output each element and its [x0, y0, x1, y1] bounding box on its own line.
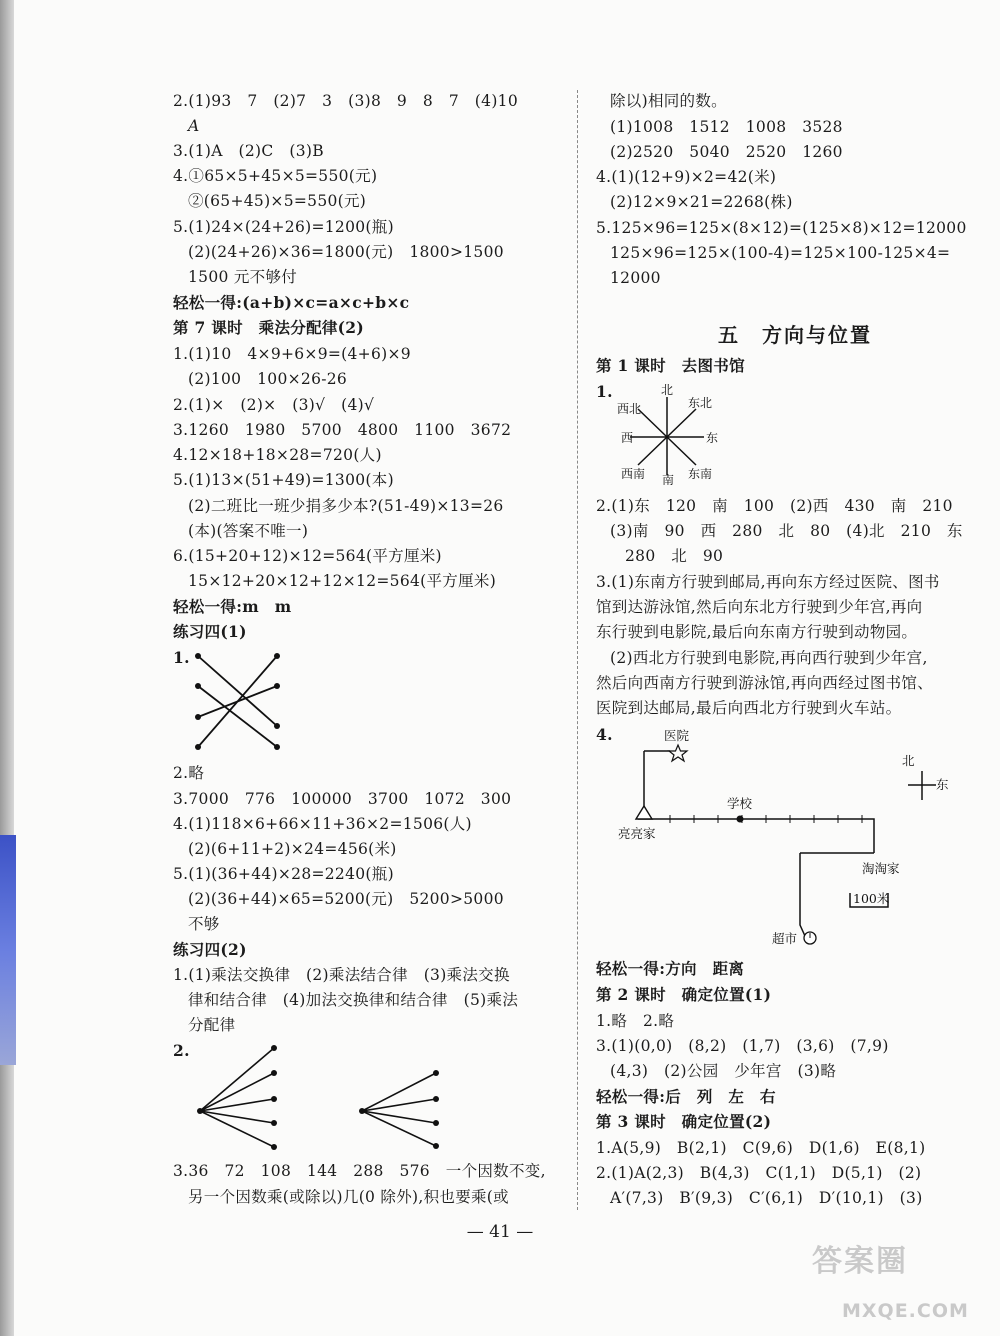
- answer-line: 2.(1)93 7 (2)7 3 (3)8 9 8 7 (4)10: [173, 92, 518, 110]
- answer-line: 2.(1)A(2,3) B(4,3) C(1,1) D(5,1) (2): [596, 1164, 922, 1182]
- lesson-heading: 第 2 课时 确定位置(1): [596, 985, 772, 1004]
- answer-line: 除以)相同的数。: [610, 92, 727, 110]
- answer-line: 3.7000 776 100000 3700 1072 300: [173, 790, 512, 808]
- answer-line: ②(65+45)×5=550(元): [188, 192, 367, 210]
- home-triangle-icon: [636, 806, 652, 819]
- answer-line: 1.略 2.略: [596, 1012, 675, 1030]
- column-divider: [577, 90, 578, 1210]
- lesson-heading: 第 3 课时 确定位置(2): [596, 1112, 772, 1131]
- lesson-heading: 第 1 课时 去图书馆: [596, 356, 745, 375]
- compass-label-southwest: 西南: [621, 467, 646, 481]
- school-marker-icon: [737, 816, 744, 823]
- answer-line: A: [188, 117, 200, 135]
- map-label-school: 学校: [727, 796, 753, 811]
- answer-line: 1500 元不够付: [188, 268, 298, 286]
- answer-line: (3)南 90 西 280 北 80 (4)北 210 东: [610, 522, 963, 540]
- tip-line: 轻松一得:(a+b)×c=a×c+b×c: [173, 293, 410, 312]
- map-label-hospital: 医院: [664, 728, 690, 743]
- answer-line: 5.125×96=125×(8×12)=(125×8)×12=12000: [596, 219, 967, 237]
- page-number: — 41 —: [466, 1222, 534, 1242]
- answer-line: 2.(1)× (2)× (3)√ (4)√: [173, 396, 375, 414]
- compass-label-west: 西: [621, 431, 634, 445]
- answer-line: 1.A(5,9) B(2,1) C(9,6) D(1,6) E(8,1): [596, 1139, 926, 1157]
- answer-line: 4.12×18+18×28=720(人): [173, 446, 382, 464]
- answer-line: 1.(1)10 4×9+6×9=(4+6)×9: [173, 345, 411, 363]
- answer-line: (2)12×9×21=2268(株): [610, 193, 793, 211]
- answer-line: 分配律: [188, 1016, 236, 1034]
- compass-label-northeast: 东北: [688, 396, 713, 410]
- answer-line: 另一个因数乘(或除以)几(0 除外),积也要乘(或: [188, 1188, 509, 1206]
- answer-line: 馆到达游泳馆,然后向东北方行驶到少年宫,再向: [596, 598, 923, 616]
- compass-label-south: 南: [662, 473, 675, 487]
- answer-line: 4.(1)(12+9)×2=42(米): [596, 168, 777, 186]
- page-edge-shadow: [0, 0, 14, 1336]
- answer-line: 律和结合律 (4)加法交换律和结合律 (5)乘法: [188, 991, 519, 1009]
- tip-line: 轻松一得:方向 距离: [596, 959, 745, 978]
- map-label-supermarket: 超市: [772, 931, 798, 946]
- page-edge-tab: [0, 835, 16, 1065]
- answer-line: 12000: [610, 269, 661, 287]
- answer-line: 15×12+20×12+12×12=564(平方厘米): [188, 572, 497, 590]
- answer-line: 然后向西南方行驶到游泳馆,再向西经过图书馆、: [596, 674, 934, 692]
- compass-rose: [612, 383, 722, 488]
- answer-line: 1.(1)乘法交换律 (2)乘法结合律 (3)乘法交换: [173, 966, 510, 984]
- answer-line: (4,3) (2)公园 少年宫 (3)略: [610, 1062, 837, 1080]
- answer-line: (2)西北方行驶到电影院,再向西行驶到少年宫,: [610, 649, 928, 667]
- answer-line: 4.(1)118×6+66×11+36×2=1506(人): [173, 815, 472, 833]
- map-east-label: 东: [936, 777, 949, 792]
- answer-line: 3.(1)东南方行驶到邮局,再向东方经过医院、图书: [596, 573, 940, 591]
- answer-line: (本)(答案不唯一): [188, 522, 309, 540]
- answer-line: 3.36 72 108 144 288 576 一个因数不变,: [173, 1162, 546, 1180]
- answer-line: 1.: [596, 382, 613, 401]
- answer-line: 5.(1)24×(24+26)=1200(瓶): [173, 218, 394, 236]
- route-map: [612, 725, 957, 950]
- exercise-heading: 练习四(1): [173, 622, 247, 641]
- watermark-logo: 答案圈: [812, 1244, 908, 1279]
- ray-figures: [190, 1040, 450, 1155]
- answer-line: 2.(1)东 120 南 100 (2)西 430 南 210: [596, 497, 953, 515]
- answer-line: 280 北 90: [625, 547, 724, 565]
- answer-line: 3.1260 1980 5700 4800 1100 3672: [173, 421, 512, 439]
- map-label-taotao: 淘淘家: [862, 861, 900, 876]
- answer-line: 5.(1)13×(51+49)=1300(本): [173, 471, 394, 489]
- exercise-heading: 练习四(2): [173, 940, 247, 959]
- answer-line: 4.①65×5+45×5=550(元): [173, 167, 378, 185]
- answer-line: 东行驶到电影院,最后向东南方行驶到动物园。: [596, 623, 918, 641]
- answer-line: (2)100 100×26-26: [188, 370, 348, 388]
- answer-line: 不够: [188, 915, 220, 933]
- answer-line: (2)二班比一班少捐多少本?(51-49)×13=26: [188, 497, 504, 515]
- map-north-label: 北: [902, 753, 915, 768]
- map-label-liangliang: 亮亮家: [618, 826, 656, 841]
- compass-label-northwest: 西北: [617, 402, 642, 416]
- answer-line: 3.(1)(0,0) (8,2) (1,7) (3,6) (7,9): [596, 1037, 889, 1055]
- answer-line: 125×96=125×(100-4)=125×100-125×4=: [610, 244, 951, 262]
- answer-line: (2)(24+26)×36=1800(元) 1800>1500: [188, 243, 504, 261]
- answer-line: A′(7,3) B′(9,3) C′(6,1) D′(10,1) (3): [610, 1189, 923, 1207]
- answer-line: 2.: [173, 1041, 190, 1060]
- map-scale-label: 100米: [853, 891, 890, 906]
- answer-line: 医院到达邮局,最后向西北方行驶到火车站。: [596, 699, 902, 717]
- answer-line: 6.(15+20+12)×12=564(平方厘米): [173, 547, 442, 565]
- compass-label-east: 东: [706, 431, 719, 445]
- answer-line: 3.(1)A (2)C (3)B: [173, 142, 324, 160]
- watermark-url: MXQE.COM: [842, 1300, 969, 1322]
- hospital-star-icon: [669, 745, 687, 761]
- tip-line: 轻松一得:后 列 左 右: [596, 1087, 776, 1106]
- answer-line: 1.: [173, 648, 190, 667]
- answer-line: 2.略: [173, 764, 205, 782]
- answer-line: (2)(36+44)×65=5200(元) 5200>5000: [188, 890, 504, 908]
- answer-line: (1)1008 1512 1008 3528: [610, 118, 843, 136]
- compass-label-north: 北: [661, 383, 674, 397]
- tip-line: 轻松一得:m m: [173, 597, 292, 616]
- answer-line: (2)(6+11+2)×24=456(米): [188, 840, 397, 858]
- line-matching-figure: [190, 650, 290, 754]
- answer-line: 4.: [596, 725, 613, 744]
- lesson-heading: 第 7 课时 乘法分配律(2): [173, 318, 365, 337]
- unit-title: 五 方向与位置: [718, 323, 872, 347]
- compass-label-southeast: 东南: [688, 467, 713, 481]
- answer-line: (2)2520 5040 2520 1260: [610, 143, 843, 161]
- answer-line: 5.(1)(36+44)×28=2240(瓶): [173, 865, 394, 883]
